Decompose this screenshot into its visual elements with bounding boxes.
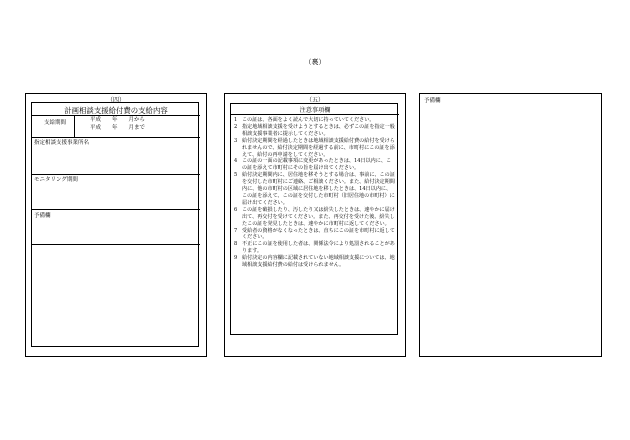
page-header: （裏） bbox=[304, 58, 326, 66]
note-item bbox=[234, 172, 396, 207]
monitoring-label: モニタリング期間 bbox=[34, 177, 78, 183]
note-item bbox=[234, 255, 396, 269]
note-text: 給付決定期間を経過したときは地域相談支援給付費の給付を受けられませんので、給付決定期間を経過する前に、市町村にこの証を添えて、給付の再申請をしてください。 bbox=[242, 137, 395, 158]
notes-list bbox=[234, 117, 396, 269]
period-label: 支給期間 bbox=[44, 120, 67, 126]
note-text: この証は、各面をよく読んで大切に持っていてください。 bbox=[242, 117, 375, 123]
note-number: 4 bbox=[234, 158, 238, 165]
panel-5 bbox=[224, 93, 406, 357]
note-item bbox=[234, 117, 396, 124]
panel-4-table bbox=[31, 102, 199, 347]
note-number: 2 bbox=[234, 123, 238, 130]
note-number: 9 bbox=[234, 255, 238, 262]
note-text: 給付決定の内容欄に記載されていない地域相談支援については、地域相談支援給付費の給付は受けられません。 bbox=[242, 255, 395, 269]
note-item bbox=[234, 228, 396, 242]
note-item bbox=[234, 138, 396, 159]
panel-remarks-label: 予備欄 bbox=[424, 98, 441, 104]
note-number: 7 bbox=[234, 227, 238, 234]
panel-5-table bbox=[230, 103, 398, 335]
note-text: 不正にこの証を使用した者は、関係法令により処罰されることがあります。 bbox=[242, 241, 395, 255]
panel-5-label: （五） bbox=[305, 97, 324, 104]
note-text: この証の一面の記載事項に変更があったときは、14日以内に、この証を添えて市町村にその旨を届け出てください。 bbox=[242, 158, 392, 172]
panel-4-label: （四） bbox=[106, 97, 125, 104]
panel-4-title: 計画相談支援給付費の支給内容 bbox=[64, 106, 168, 115]
remarks-label: 予備欄 bbox=[34, 213, 51, 219]
note-number: 8 bbox=[234, 241, 238, 248]
period-from: 平成 年 月から bbox=[90, 117, 146, 123]
provider-label: 指定相談支援事業所名 bbox=[34, 140, 90, 146]
note-item bbox=[234, 207, 396, 228]
note-text: 給付決定期間内に、居住地を移そうとする場合は、事前に、この証を交付した市町村にご連絡、ご相談ください。また、給付決定期間内に、他の市町村の区域に居住地を移したときは、14日以内に、この証を添えて、この証を交付した市町村（旧居住地の市町村）に届け出てください。 bbox=[242, 172, 395, 206]
note-text: 指定地域相談支援を受けようとするときは、必ずこの証を指定一般相談支援事業者に提示してください。 bbox=[242, 123, 395, 137]
note-item bbox=[234, 241, 396, 255]
note-number: 5 bbox=[234, 172, 238, 179]
panel-remarks bbox=[419, 93, 602, 357]
panel-5-title: 注意事項欄 bbox=[299, 107, 331, 114]
panel-4 bbox=[25, 93, 207, 357]
period-to: 平成 年 月まで bbox=[90, 125, 146, 131]
note-text: 受給者の資格がなくなったときは、直ちにこの証を市町村に返してください。 bbox=[242, 227, 395, 241]
note-number: 1 bbox=[234, 117, 238, 123]
note-number: 3 bbox=[234, 137, 238, 144]
note-text: この証を破損したり、汚したり又は紛失したときは、速やかに届け出て、再交付を受けてください。また、再交付を受けた後、紛失したこの証を発見したときは、速やかに市町村に返してください。 bbox=[242, 206, 395, 227]
note-number: 6 bbox=[234, 206, 238, 213]
note-item bbox=[234, 124, 396, 138]
note-item bbox=[234, 158, 396, 172]
